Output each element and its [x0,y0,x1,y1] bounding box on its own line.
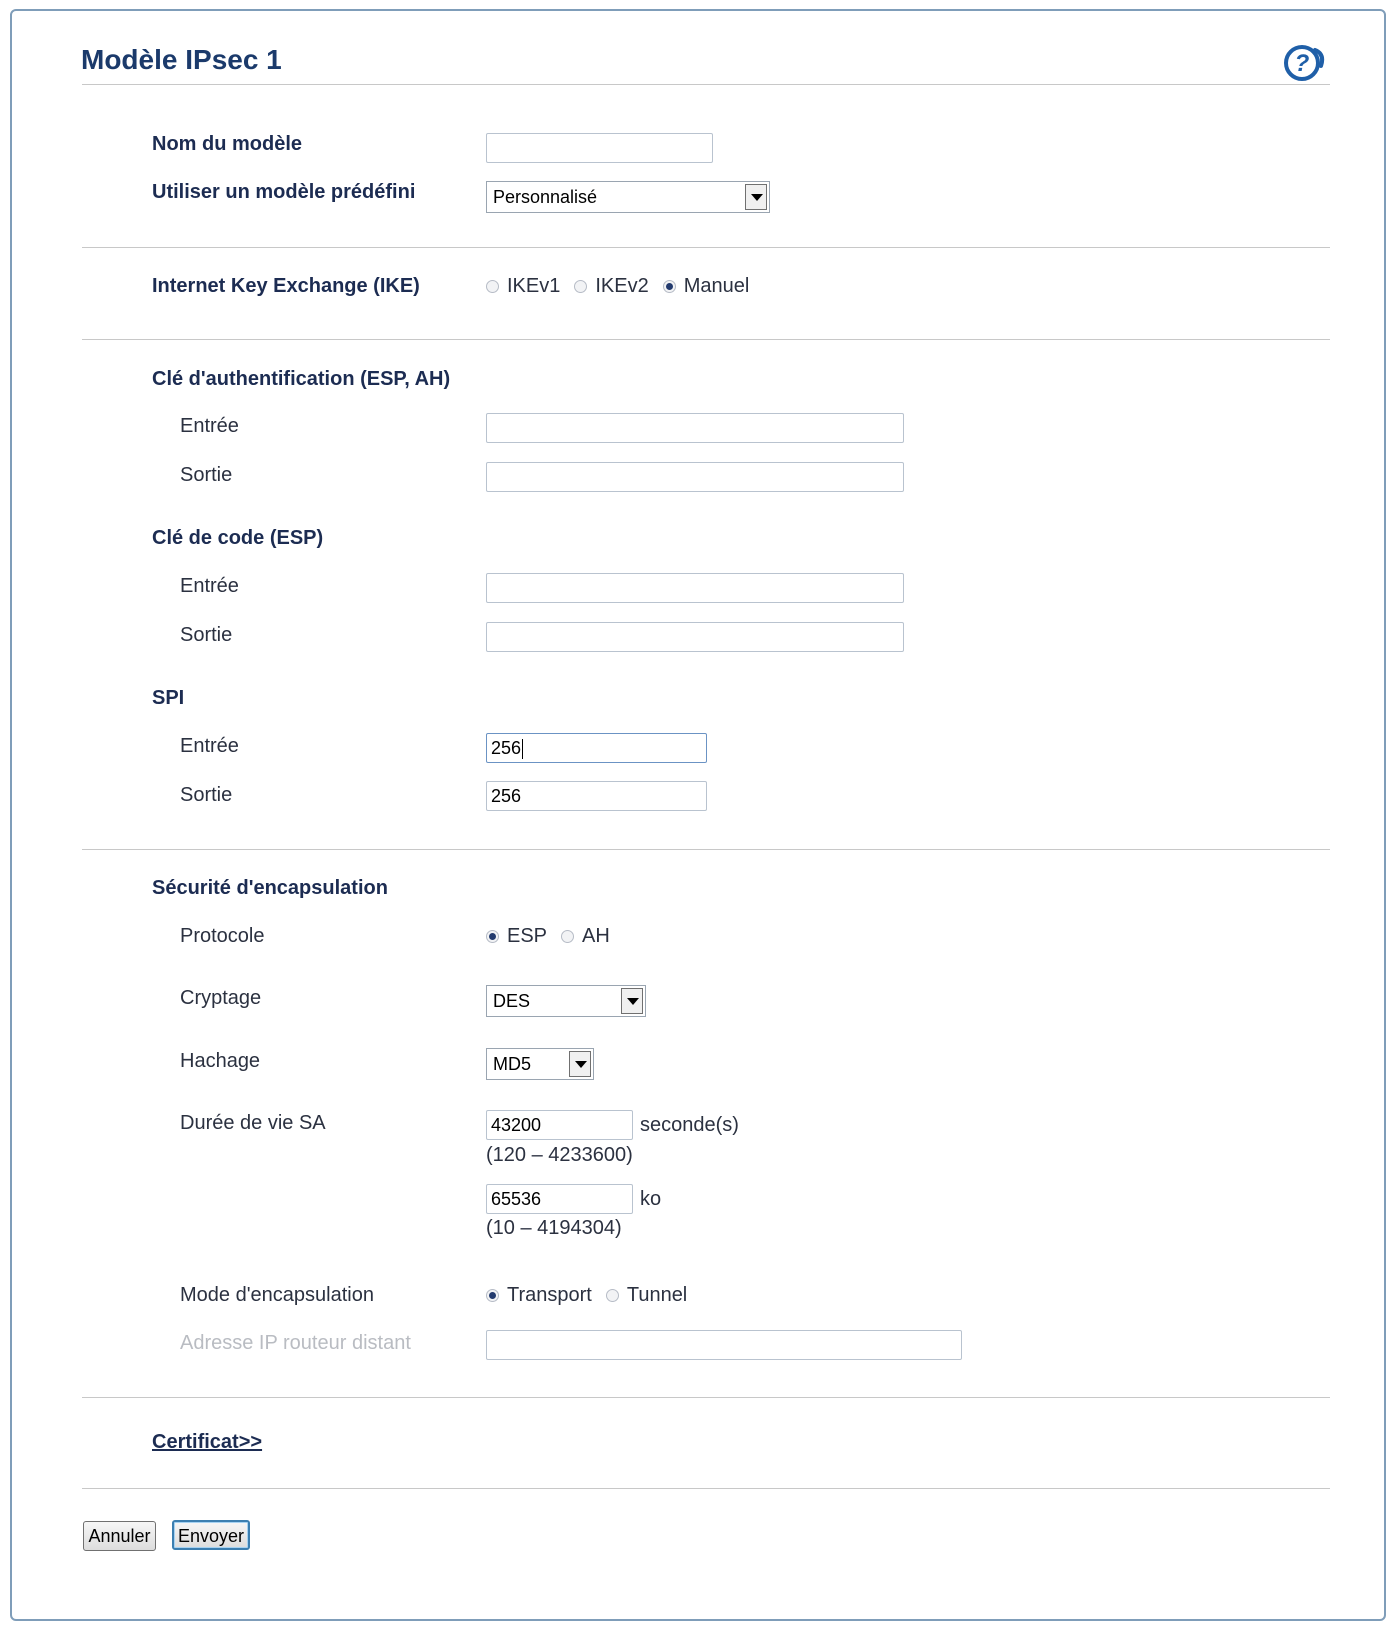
sa-lifetime-label: Durée de vie SA [180,1112,326,1134]
radio-icon[interactable] [574,280,587,293]
encap-mode-option-tunnel[interactable]: Tunnel [606,1284,687,1307]
code-key-in-label: Entrée [180,575,239,597]
encap-heading: Sécurité d'encapsulation [152,877,388,899]
encap-mode-radio-group [486,1284,701,1307]
spi-heading: SPI [152,687,185,709]
auth-key-out-label: Sortie [180,464,233,486]
ike-label: Internet Key Exchange (IKE) [152,275,420,297]
radio-selected-icon[interactable] [486,1289,499,1302]
template-name-label: Nom du modèle [152,133,303,155]
code-key-in-input[interactable] [486,573,904,603]
predefined-template-select[interactable] [486,181,770,213]
spi-in-label: Entrée [180,735,239,757]
radio-icon[interactable] [486,280,499,293]
divider [82,849,1330,850]
ipsec-template-panel [10,9,1386,1621]
encryption-label: Cryptage [180,987,262,1009]
ike-option-ikev2[interactable]: IKEv2 [574,275,648,298]
auth-key-out-input[interactable] [486,462,904,492]
protocol-label: Protocole [180,925,265,947]
radio-selected-icon[interactable] [486,930,499,943]
predefined-template-label: Utiliser un modèle prédéfini [152,181,416,203]
remote-ip-label: Adresse IP routeur distant [180,1332,411,1354]
chevron-down-icon[interactable] [569,1051,591,1077]
chevron-down-icon[interactable] [745,184,767,210]
radio-icon[interactable] [561,930,574,943]
divider [82,84,1330,85]
spi-out-input[interactable]: 256 [486,781,707,811]
hash-value: MD5 [493,1054,532,1074]
spi-out-label: Sortie [180,784,233,806]
protocol-option-ah[interactable]: AH [561,925,610,948]
divider [82,1488,1330,1489]
chevron-down-icon[interactable] [621,988,643,1014]
hash-label: Hachage [180,1050,261,1072]
help-icon[interactable] [1281,40,1327,86]
hash-select[interactable] [486,1048,594,1080]
certificate-link[interactable]: Certificat>> [152,1431,263,1453]
remote-ip-input [486,1330,962,1360]
sa-lifetime-kb-input[interactable]: 65536 [486,1184,633,1214]
encryption-select[interactable] [486,985,646,1017]
ike-radio-group [486,275,763,298]
text-caret [522,739,523,759]
protocol-radio-group [486,925,624,948]
protocol-option-esp[interactable]: ESP [486,925,547,948]
spi-in-value: 256 [491,738,522,758]
encap-mode-option-transport[interactable]: Transport [486,1284,592,1307]
template-name-input[interactable] [486,133,713,163]
svg-text:?: ? [1294,50,1310,77]
page-title: Modèle IPsec 1 [81,44,282,75]
ike-option-ikev1[interactable]: IKEv1 [486,275,560,298]
code-key-out-input[interactable] [486,622,904,652]
divider [82,339,1330,340]
sa-lifetime-seconds-range: (120 – 4233600) [486,1144,633,1166]
divider [82,247,1330,248]
sa-lifetime-kb-unit: ko [640,1188,662,1210]
auth-key-in-label: Entrée [180,415,239,437]
radio-selected-icon[interactable] [663,280,676,293]
sa-lifetime-seconds-unit: seconde(s) [640,1114,739,1136]
cancel-button[interactable]: Annuler [83,1521,156,1551]
sa-lifetime-kb-range: (10 – 4194304) [486,1217,622,1239]
encryption-value: DES [493,991,531,1011]
code-key-out-label: Sortie [180,624,233,646]
spi-in-input[interactable] [486,733,707,763]
code-key-heading: Clé de code (ESP) [152,527,324,549]
sa-lifetime-seconds-input[interactable]: 43200 [486,1110,633,1140]
predefined-template-value: Personnalisé [493,187,598,207]
ike-option-manuel[interactable]: Manuel [663,275,750,298]
encap-mode-label: Mode d'encapsulation [180,1284,374,1306]
divider [82,1397,1330,1398]
submit-button[interactable]: Envoyer [172,1520,250,1550]
auth-key-in-input[interactable] [486,413,904,443]
auth-key-heading: Clé d'authentification (ESP, AH) [152,368,451,390]
radio-icon[interactable] [606,1289,619,1302]
